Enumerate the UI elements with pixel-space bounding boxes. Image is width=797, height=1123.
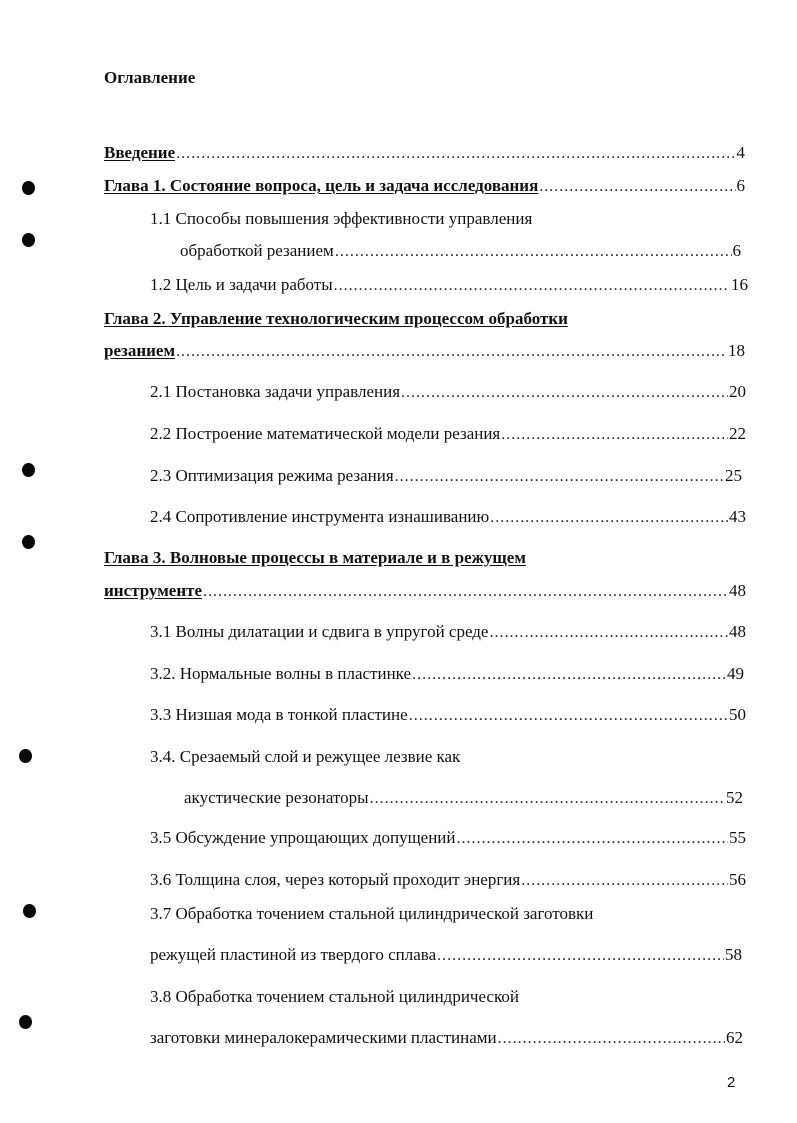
dot-leader <box>176 343 727 361</box>
toc-page-number: 58 <box>725 945 742 964</box>
dot-leader <box>489 624 728 642</box>
toc-entry-label[interactable]: Глава 3. Волновые процессы в материале и в режущем <box>104 548 526 567</box>
toc-entry-section-1-2[interactable] <box>150 275 748 295</box>
toc-entry-label: обработкой резанием <box>180 241 334 260</box>
toc-page-number: 16 <box>731 275 748 294</box>
toc-entry-label: 3.5 Обсуждение упрощающих допущений <box>150 828 456 847</box>
toc-entry-label: акустические резонаторы <box>184 788 369 807</box>
toc-page-number: 52 <box>726 788 743 807</box>
toc-entry-label: Введение <box>104 143 176 162</box>
page-number: 2 <box>727 1074 736 1091</box>
toc-page-number: 55 <box>729 828 746 847</box>
toc-page-number: 20 <box>729 382 746 401</box>
dot-leader <box>539 178 735 196</box>
toc-entry-label[interactable]: 3.4. Срезаемый слой и режущее лезвие как <box>150 747 461 766</box>
toc-entry-chapter-1[interactable] <box>104 176 745 196</box>
binder-hole <box>22 233 35 247</box>
dot-leader <box>437 947 724 965</box>
toc-title: Оглавление <box>104 68 196 87</box>
toc-page-number: 48 <box>729 581 746 600</box>
toc-entry-section-2-1[interactable] <box>150 382 746 402</box>
dot-leader <box>395 468 724 486</box>
toc-entry-label: 2.3 Оптимизация режима резания <box>150 466 394 485</box>
dot-leader <box>370 790 725 808</box>
toc-entry-section-3-6[interactable] <box>150 870 746 890</box>
toc-entry-label: 3.6 Толщина слоя, через который проходит энергия <box>150 870 521 889</box>
toc-page-number: 6 <box>732 241 741 260</box>
toc-page-number: 50 <box>729 705 746 724</box>
toc-entry-section-3-2[interactable] <box>150 664 744 684</box>
dot-leader <box>203 583 728 601</box>
toc-entry-label: режущей пластиной из твердого сплава <box>150 945 437 964</box>
toc-page-number: 22 <box>729 424 746 443</box>
toc-page-number: 48 <box>729 622 746 641</box>
dot-leader <box>457 830 728 848</box>
toc-page-number: 56 <box>729 870 746 889</box>
toc-entry-section-2-2[interactable] <box>150 424 746 444</box>
binder-hole <box>22 463 35 477</box>
toc-entry-label: резанием <box>104 341 176 360</box>
toc-entry-chapter-2[interactable] <box>104 341 745 361</box>
toc-entry-section-3-8[interactable] <box>150 1028 743 1048</box>
toc-entry-label[interactable]: 3.8 Обработка точением стальной цилиндрической <box>150 987 519 1006</box>
toc-entry-label[interactable]: 1.1 Способы повышения эффективности управления <box>150 209 533 228</box>
dot-leader <box>334 277 730 295</box>
dot-leader <box>501 426 728 444</box>
toc-entry-section-3-5[interactable] <box>150 828 746 848</box>
toc-page-number: 4 <box>736 143 745 162</box>
toc-entry-label: заготовки минералокерамическими пластинами <box>150 1028 497 1047</box>
toc-entry-section-3-4[interactable] <box>184 788 743 808</box>
toc-page-number: 62 <box>726 1028 743 1047</box>
toc-entry-label[interactable]: Глава 2. Управление технологическим процессом обработки <box>104 309 568 328</box>
toc-entry-section-2-4[interactable] <box>150 507 746 527</box>
dot-leader <box>412 666 726 684</box>
toc-entry-label: 3.1 Волны дилатации и сдвига в упругой среде <box>150 622 489 641</box>
binder-hole <box>19 749 32 763</box>
toc-page-number: 18 <box>728 341 745 360</box>
toc-entry-section-3-7[interactable] <box>150 945 742 965</box>
toc-entry-chapter-3[interactable] <box>104 581 746 601</box>
toc-entry-label: 3.2. Нормальные волны в пластинке <box>150 664 412 683</box>
toc-page-number: 49 <box>727 664 744 683</box>
toc-entry-label[interactable]: 3.7 Обработка точением стальной цилиндрической заготовки <box>150 904 594 923</box>
toc-entry-section-1-1[interactable] <box>180 241 741 261</box>
binder-hole <box>22 181 35 195</box>
toc-entry-section-3-3[interactable] <box>150 705 746 725</box>
toc-entry-section-3-1[interactable] <box>150 622 746 642</box>
toc-page-number: 25 <box>725 466 742 485</box>
binder-hole <box>19 1015 32 1029</box>
binder-hole <box>23 904 36 918</box>
toc-page-number: 43 <box>729 507 746 526</box>
toc-entry-label: 2.2 Построение математической модели резания <box>150 424 501 443</box>
toc-entry-section-2-3[interactable] <box>150 466 742 486</box>
toc-page-number: 6 <box>736 176 745 195</box>
dot-leader <box>498 1030 725 1048</box>
toc-entry-label: 1.2 Цель и задачи работы <box>150 275 333 294</box>
toc-entry-label: 2.4 Сопротивление инструмента изнашиванию <box>150 507 490 526</box>
toc-entry-label: 3.3 Низшая мода в тонкой пластине <box>150 705 408 724</box>
toc-entry-intro[interactable] <box>104 143 745 163</box>
dot-leader <box>521 872 728 890</box>
binder-hole <box>22 535 35 549</box>
toc-entry-label: Глава 1. Состояние вопроса, цель и задача исследования <box>104 176 539 195</box>
dot-leader <box>401 384 728 402</box>
dot-leader <box>409 707 728 725</box>
toc-entry-label: инструменте <box>104 581 203 600</box>
dot-leader <box>490 509 728 527</box>
toc-entry-label: 2.1 Постановка задачи управления <box>150 382 401 401</box>
dot-leader <box>335 243 732 261</box>
dot-leader <box>176 145 735 163</box>
